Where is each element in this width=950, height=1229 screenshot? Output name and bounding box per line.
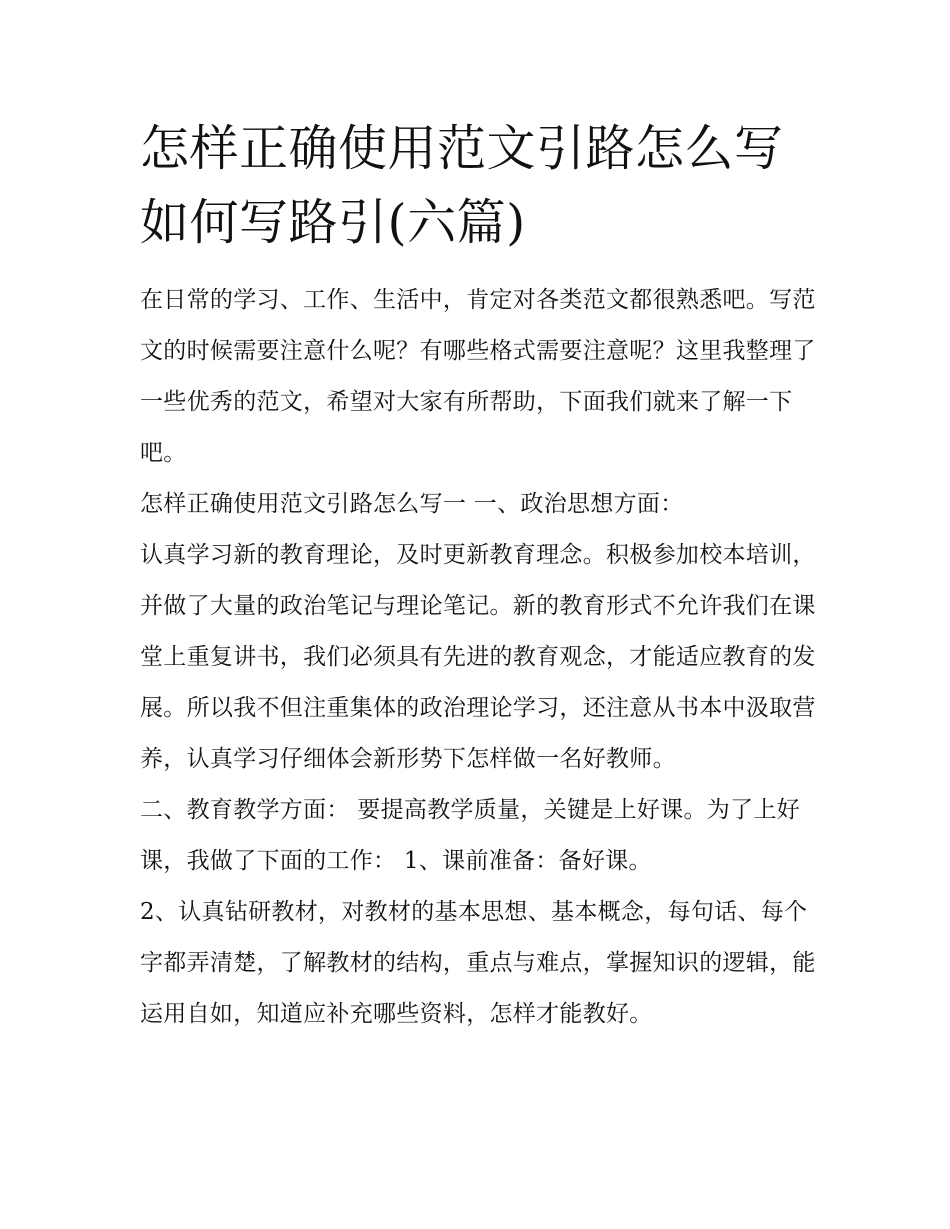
document-title: 怎样正确使用范文引路怎么写如何写路引(六篇)	[140, 120, 784, 251]
political-thought-paragraph: 认真学习新的教育理论，及时更新教育理念。积极参加校本培训，并做了大量的政治笔记与理论笔记。新的教育形式不允许我们在课堂上重复讲书，我们必须具有先进的教育观念，才能适应教育的发展。所以我不但注重集体的政治理论学习，还注意从书本中汲取营养，认真学习仔细体会新形势下怎样做一名好教师。	[140, 542, 816, 772]
section-heading-paragraph: 怎样正确使用范文引路怎么写一 一、政治思想方面：	[140, 491, 684, 517]
document-body	[140, 275, 820, 1040]
intro-paragraph: 在日常的学习、工作、生活中，肯定对各类范文都很熟悉吧。写范文的时候需要注意什么呢？有哪些格式需要注意呢？这里我整理了一些优秀的范文，希望对大家有所帮助，下面我们就来了解一下吧。	[140, 287, 816, 466]
teaching-aspect-paragraph: 二、教育教学方面： 要提高教学质量，关键是上好课。为了上好课，我做了下面的工作： 1、课前准备：备好课。	[140, 797, 801, 874]
textbook-study-paragraph: 2、认真钻研教材，对教材的基本思想、基本概念，每句话、每个字都弄清楚，了解教材的结构，重点与难点，掌握知识的逻辑，能运用自如，知道应补充哪些资料，怎样才能教好。	[140, 899, 816, 1027]
